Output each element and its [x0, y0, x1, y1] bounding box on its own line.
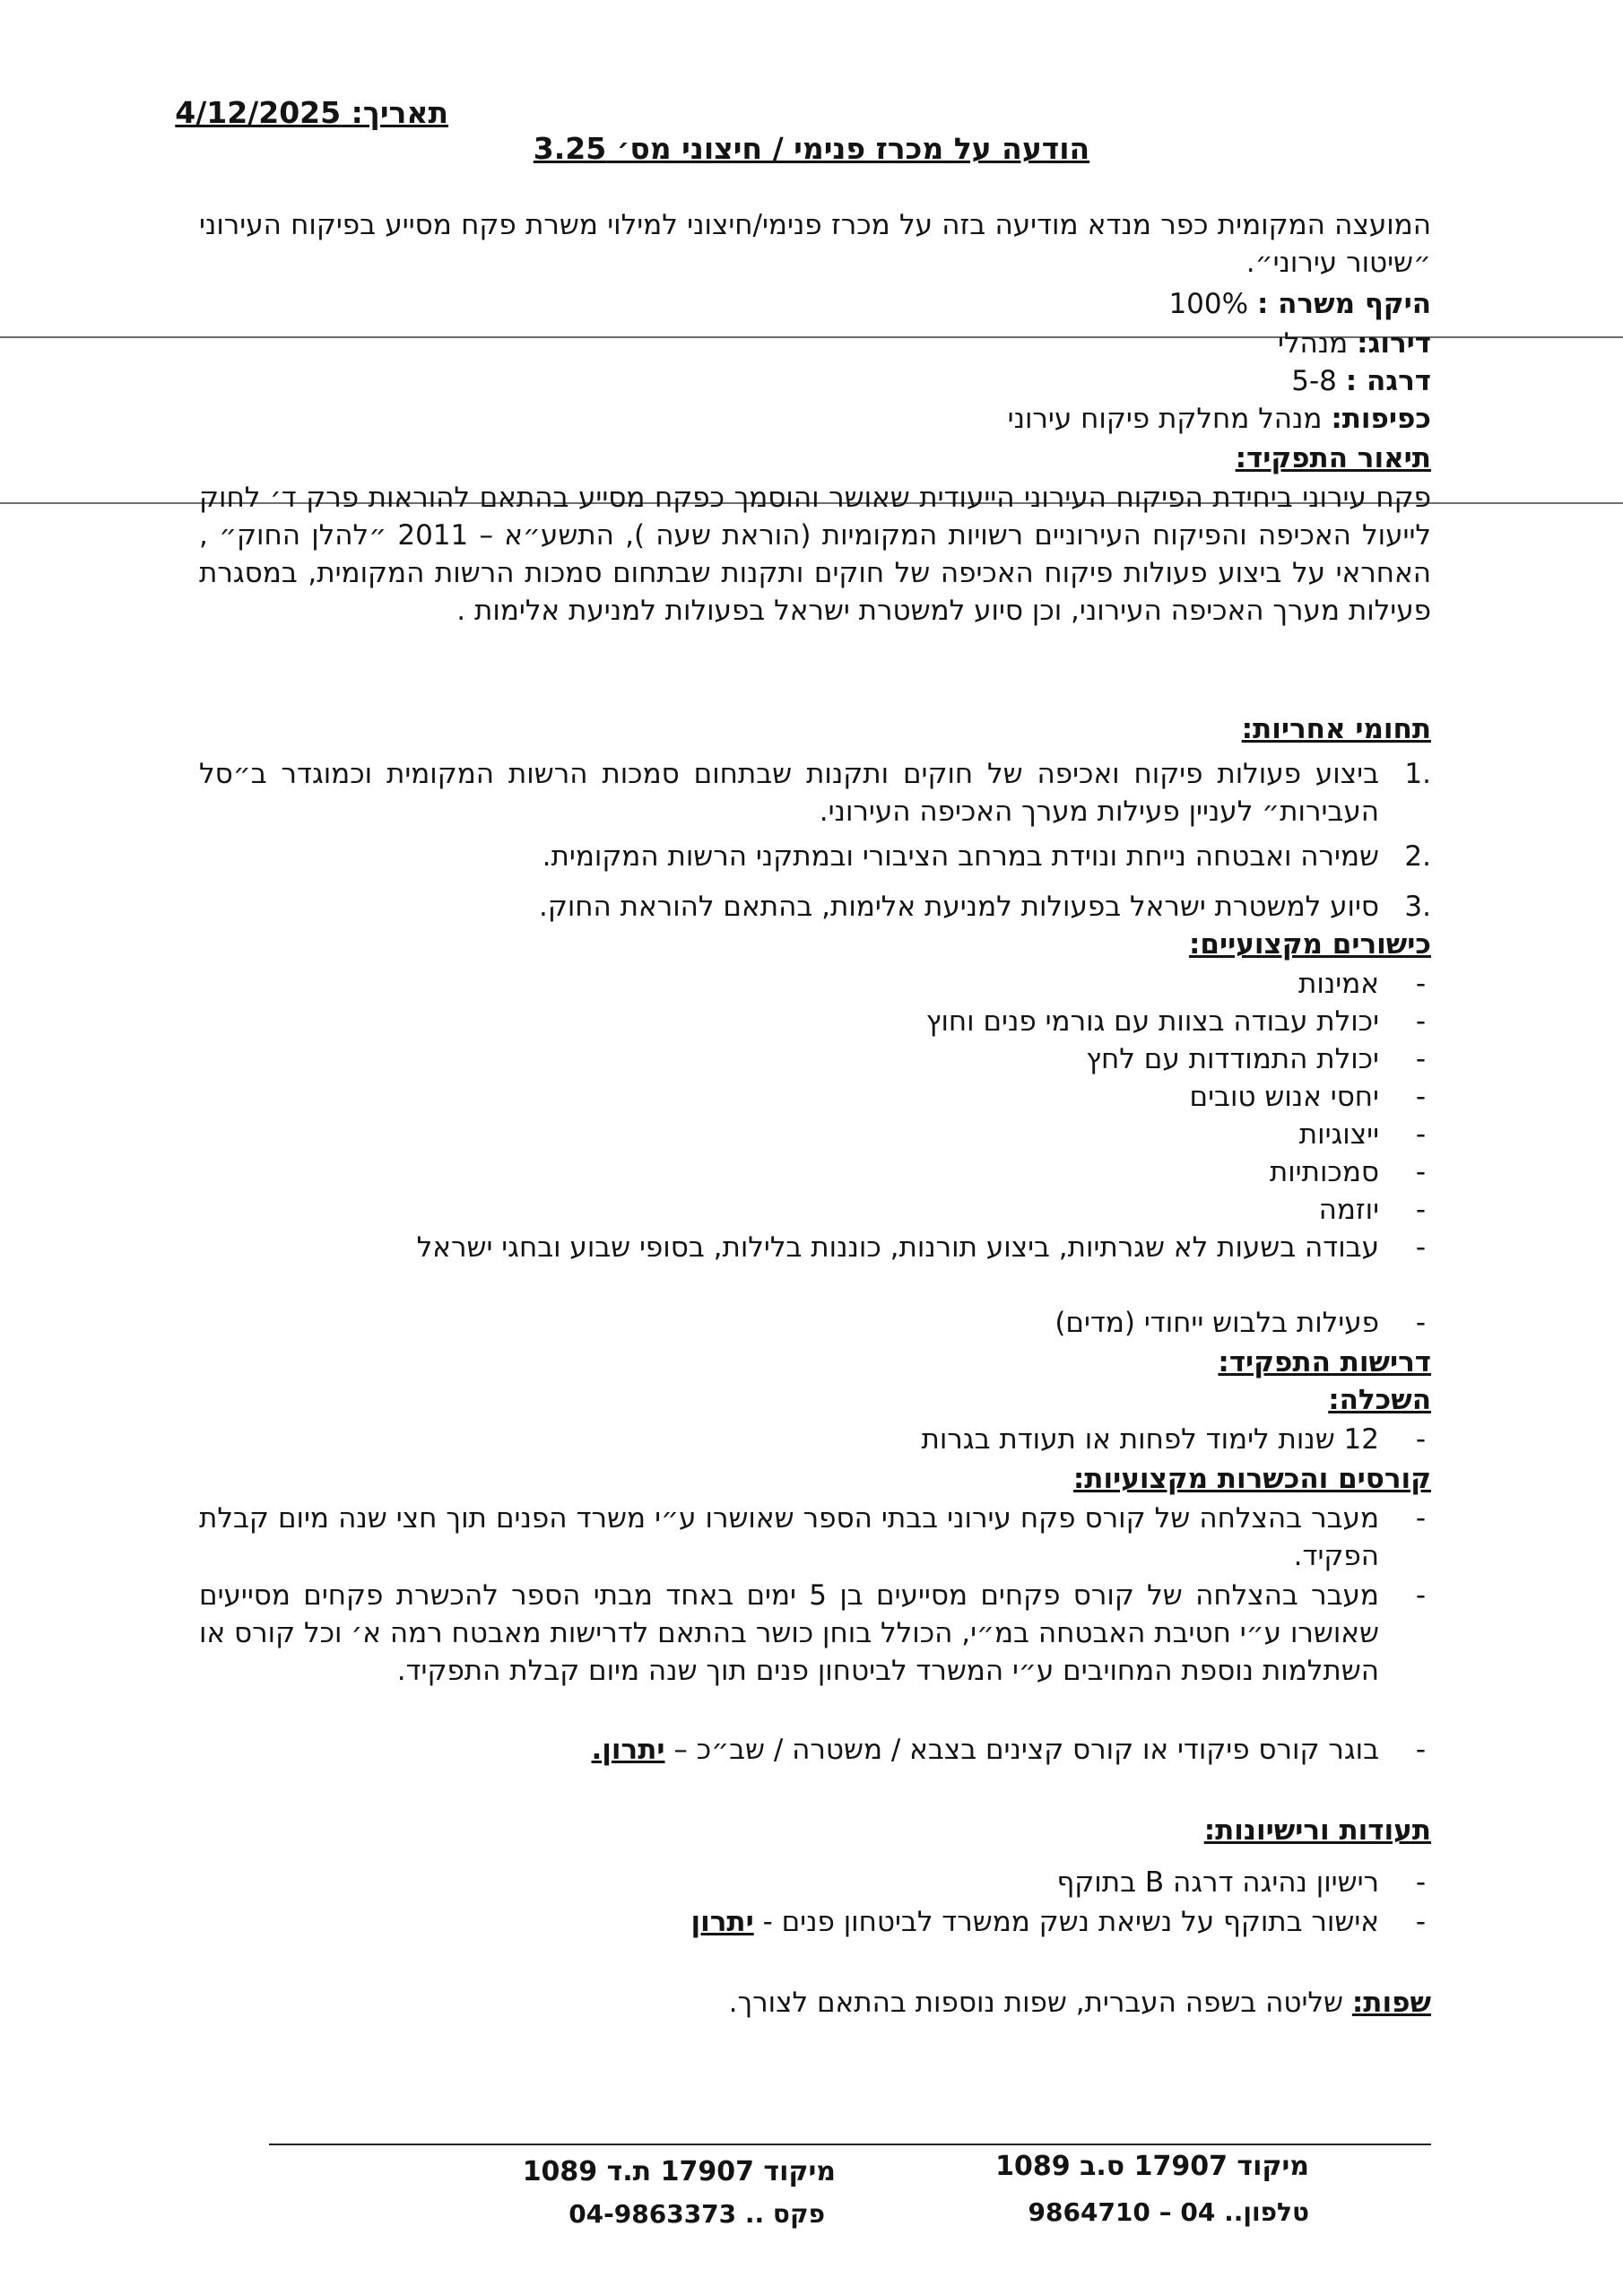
list-dash: - [1415, 1866, 1426, 1899]
fax-label: פקס .. [744, 2199, 825, 2229]
skill-item: יחסי אנוש טובים [1189, 1081, 1379, 1113]
role-description-heading: תיאור התפקיד: [1235, 442, 1431, 474]
list-dash: - [1415, 1043, 1426, 1075]
list-dash: - [1415, 1156, 1426, 1188]
list-dash: - [1415, 1118, 1426, 1151]
responsibility-item: ביצוע פעולות פיקוח ואכיפה של חוקים ותקנות שבתחום סמכות הרשות המקומית וכמוגדר ב״סל העבירות״ לעניין פעילות מערך האכיפה העירוני. [199, 758, 1379, 828]
list-number: .3 [1404, 891, 1431, 923]
footer-fax [568, 2199, 825, 2229]
fax-number: 04-9863373 [568, 2199, 737, 2229]
responsibility-item: סיוע למשטרת ישראל בפעולות למניעת אלימות, בהתאם להוראת החוק. [538, 891, 1379, 923]
certificate-item-text: אישור בתוקף על נשיאת נשק ממשרד לביטחון פנים - [762, 1906, 1379, 1938]
requirements-heading: דרישות התפקיד: [1218, 1346, 1431, 1378]
list-dash: - [1415, 1194, 1426, 1226]
responsibility-item: שמירה ואבטחה נייחת ונוידת במרחב הציבורי ובמתקני הרשות המקומית. [542, 840, 1379, 873]
languages-label: שפות: [1351, 1987, 1431, 2019]
list-number: .2 [1404, 840, 1431, 873]
list-dash: - [1415, 1502, 1426, 1535]
skill-item: ייצוגיות [1298, 1118, 1379, 1151]
detail-label: דירוג: [1357, 327, 1431, 360]
skill-item: יוזמה [1318, 1194, 1379, 1226]
list-dash: - [1415, 1734, 1426, 1766]
detail-rank [1291, 362, 1431, 400]
list-dash: - [1415, 968, 1426, 1000]
document-title: הודעה על מכרז פנימי / חיצוני מס׳ 3.25 [533, 131, 1090, 166]
list-dash: - [1415, 1579, 1426, 1612]
certificate-item [199, 1903, 1379, 1941]
footer-rule [269, 2144, 1431, 2145]
languages-text: שליטה בשפה העברית, שפות נוספות בהתאם לצורך. [728, 1987, 1344, 2019]
course-item-text: בוגר קורס פיקודי או קורס קצינים בצבא / משטרה / שב״כ – [673, 1734, 1379, 1766]
skill-item: סמכותיות [1269, 1156, 1379, 1188]
detail-scope [1168, 285, 1431, 323]
list-dash: - [1415, 1423, 1426, 1456]
certificates-heading: תעודות ורישיונות: [1203, 1814, 1431, 1847]
advantage-label: יתרון. [591, 1734, 665, 1766]
detail-grade-track [1278, 325, 1431, 362]
detail-label: דרגה : [1345, 365, 1431, 397]
role-description-text: פקח עירוני ביחידת הפיקוח העירוני הייעודית שאושר והוסמך כפקח מסייע בהתאם להוראות פרק ד׳ לחוק לייעול האכיפה והפיקוח העירוניים רשויות המקומיות (הוראת שעה ), התשע״א – 2011 ״להלן החוק״ , האחראי על ביצוע פעולות פיקוח האכיפה של חוקים ותקנות שבתחום סמכות הרשות המקומית, במסגרת פעילות מערך האכיפה העירוני, וכן סיוע למשטרת ישראל בפעולות למניעת אלימות . [199, 482, 1431, 627]
courses-heading: קורסים והכשרות מקצועיות: [1072, 1463, 1431, 1495]
course-item [199, 1731, 1379, 1769]
skills-heading: כישורים מקצועיים: [1188, 928, 1431, 961]
certificate-item: רישיון נהיגה דרגה B בתוקף [1056, 1866, 1379, 1899]
footer-phone [1028, 2197, 1309, 2227]
detail-reports-to [1008, 400, 1431, 438]
phone-number: 04 – 9864710 [1028, 2197, 1216, 2227]
detail-value: מנהלי [1277, 327, 1349, 360]
advantage-label: יתרון [690, 1906, 754, 1938]
education-item: 12 שנות לימוד לפחות או תעודת בגרות [921, 1423, 1379, 1456]
document-date: תאריך: 4/12/2025 [175, 95, 448, 130]
list-dash: - [1415, 1081, 1426, 1113]
list-number: .1 [1404, 758, 1431, 790]
list-dash: - [1415, 1231, 1426, 1264]
list-dash: - [1415, 1005, 1426, 1038]
skill-item: יכולת עבודה בצוות עם גורמי פנים וחוץ [925, 1005, 1379, 1038]
detail-label: כפיפות: [1331, 403, 1431, 435]
detail-value: 100% [1168, 288, 1249, 320]
education-heading: השכלה: [1328, 1384, 1431, 1416]
detail-value: מנהל מחלקת פיקוח עירוני [1007, 403, 1323, 435]
responsibilities-heading: תחומי אחריות: [1241, 713, 1431, 745]
skill-item: פעילות בלבוש ייחודי (מדים) [1055, 1307, 1379, 1339]
languages-line [729, 1984, 1431, 2022]
footer-address-left: מיקוד 17907 ס.ב 1089 [995, 2151, 1309, 2182]
skill-item: אמינות [1298, 968, 1379, 1000]
footer-address-right: מיקוד 17907 ת.ד 1089 [522, 2156, 836, 2187]
course-item: מעבר בהצלחה של קורס פקחים מסייעים בן 5 ימים באחד מבתי הספר להכשרת פקחים מסייעים שאושרו ע״י חטיבת האבטחה במ״י, הכולל בוחן כושר בהתאם לדרישות מאבטח רמה א׳ וכל קורס או השתלמות נוספת המחויבים ע״י המשרד לביטחון פנים תוך שנה מיום קבלת התפקיד. [199, 1579, 1379, 1687]
list-dash: - [1415, 1906, 1426, 1938]
phone-label: טלפון.. [1224, 2197, 1309, 2227]
detail-value: 5-8 [1291, 365, 1337, 397]
skill-item: עבודה בשעות לא שגרתיות, ביצוע תורנות, כוננות בלילות, בסופי שבוע ובחגי ישראל [416, 1231, 1379, 1264]
skill-item: יכולת התמודדות עם לחץ [1086, 1043, 1379, 1075]
course-item: מעבר בהצלחה של קורס פקח עירוני בבתי הספר שאושרו ע״י משרד הפנים תוך חצי שנה מיום קבלת הפקיד. [199, 1502, 1379, 1572]
intro-paragraph: המועצה המקומית כפר מנדא מודיעה בזה על מכרז פנימי/חיצוני למילוי משרת פקח מסייע בפיקוח העירוני ״שיטור עירוני״. [199, 209, 1431, 279]
list-dash: - [1415, 1307, 1426, 1339]
detail-label: היקף משרה : [1256, 288, 1431, 320]
